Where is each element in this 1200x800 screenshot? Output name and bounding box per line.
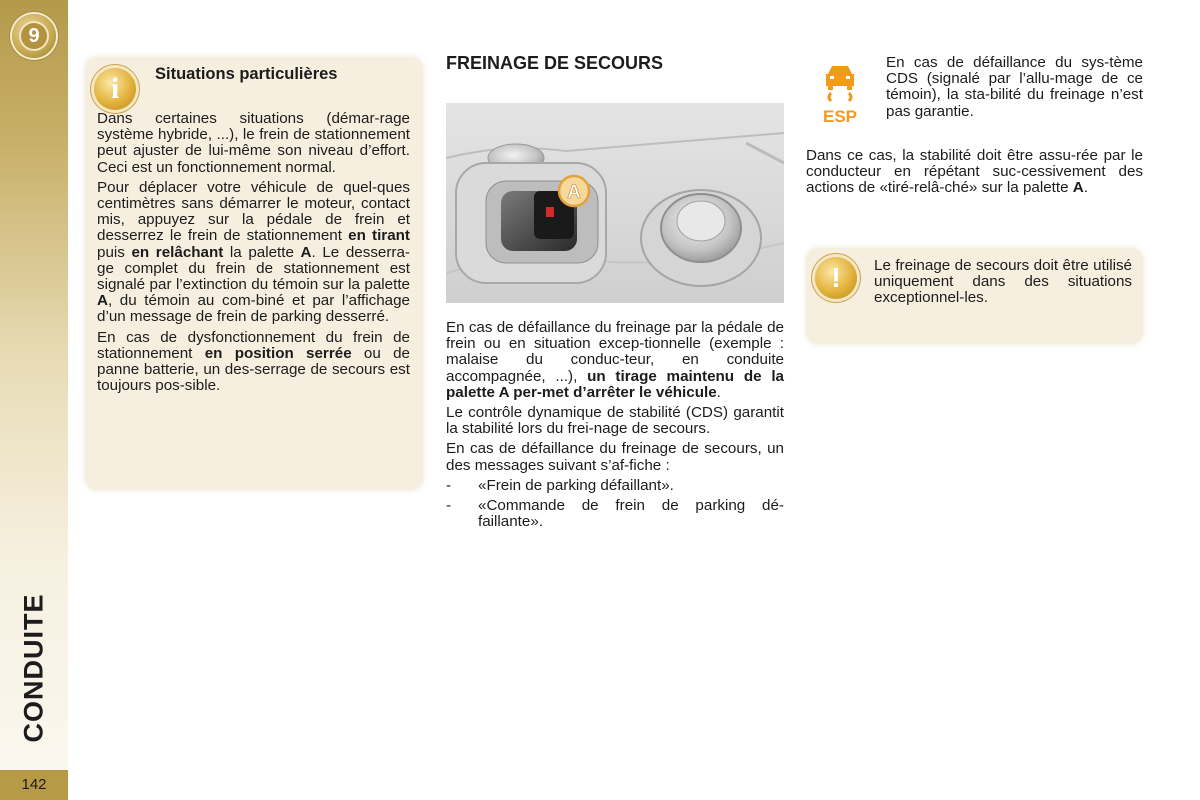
chapter-label: CONDUITE	[18, 593, 49, 743]
chapter-badge	[12, 14, 56, 58]
paragraph: Dans ce cas, la stabilité doit être assu-rée par le conducteur en répétant suc-cessivement des actions de «tiré-relâ-ché» sur la palette A.	[806, 147, 1143, 197]
list-item: - «Commande de frein de parking dé-faillante».	[446, 497, 784, 531]
warning-icon: !	[815, 257, 857, 299]
paragraph: Pour déplacer votre véhicule de quel-ques centimètres sans démarrer le moteur, contact mis, appuyez sur la pédale de frein et desserrez le frein de stationnement en tirant puis en relâchant la palette A. Le desserra-ge complet du frein de stationnement est signalé par l’extinction du témoin sur la palette A, du témoin au com-biné et par l’affichage d’un message de frein de parking desserré.	[97, 178, 410, 326]
esp-body	[806, 148, 1143, 201]
paragraph: Le contrôle dynamique de stabilité (CDS) garantit la stabilité lors du frei-nage de secours.	[446, 404, 784, 438]
note-warning	[806, 248, 1143, 344]
note-body	[97, 111, 410, 398]
page-number: 142	[0, 770, 68, 800]
console-illustration	[446, 103, 784, 303]
svg-text:ESP: ESP	[822, 107, 858, 124]
paragraph: Dans certaines situations (démar-rage système hybride, ...), le frein de stationnement peut ajuster de lui-même son niveau d’effort. Ceci est un fonctionnement normal.	[97, 110, 410, 176]
figure-label-a: A	[567, 182, 581, 203]
parking-brake-figure	[446, 103, 784, 303]
paragraph: En cas de défaillance du freinage de secours, un des messages suivant s’af-fiche :	[446, 440, 784, 474]
info-icon: i	[94, 68, 136, 110]
paragraph: En cas de dysfonctionnement du frein de stationnement en position serrée ou de panne batterie, un des-serrage de secours est toujours pos-sible.	[97, 328, 410, 395]
paragraph: En cas de défaillance du sys-tème CDS (signalé par l’allu-mage de ce témoin), la sta-bilité du freinage n’est pas garantie.	[886, 54, 1143, 120]
note-body	[874, 258, 1132, 311]
section-title: FREINAGE DE SECOURS	[446, 53, 664, 73]
paragraph: Le freinage de secours doit être utilisé uniquement dans des situations exceptionnel-les.	[874, 257, 1132, 307]
paragraph: En cas de défaillance du freinage par la pédale de frein ou en situation excep-tionnelle (exemple : malaise du conduc-teur, en conduite accompagnée, ...), un tirage maintenu de la palette A per-met d’arrêter le véhicule.	[446, 319, 784, 401]
section-body	[446, 320, 784, 534]
chapter-number: 9	[19, 21, 49, 51]
note-situations-particulieres	[85, 57, 423, 490]
note-title: Situations particulières	[155, 65, 338, 83]
esp-warning-icon	[818, 60, 862, 124]
list-item: - «Frein de parking défaillant».	[446, 476, 674, 494]
chapter-sidebar	[0, 0, 68, 800]
esp-intro	[886, 55, 1143, 124]
